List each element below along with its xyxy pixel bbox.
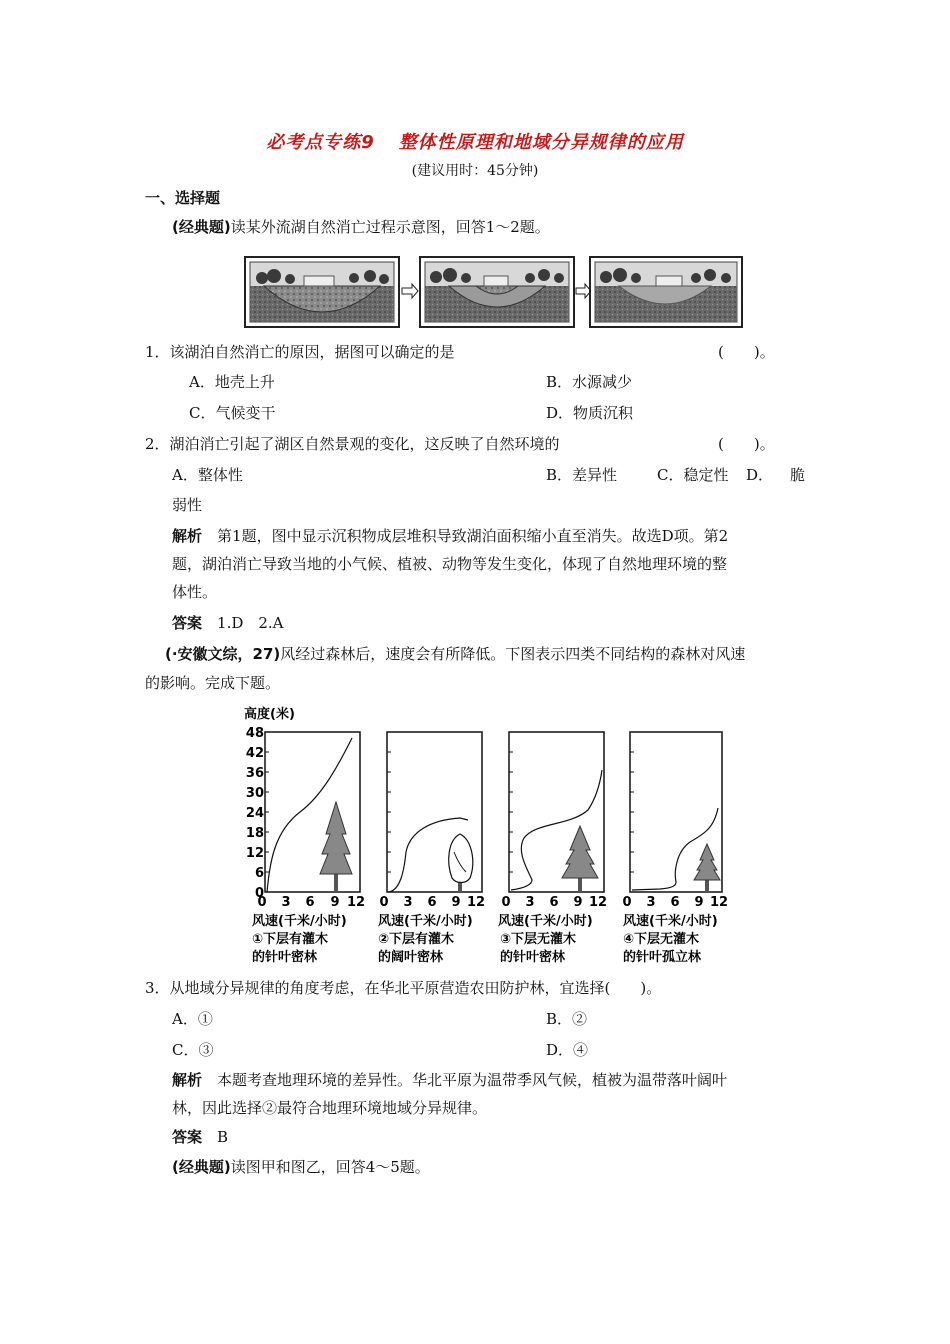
analysis-3-line1 — [172, 1069, 727, 1091]
y-tick: 30 — [245, 786, 264, 801]
q3-stem: 3．从地域分异规律的角度考虑，在华北平原营造农田防护林，宜选择( )。 — [145, 979, 662, 997]
x-tick: 6 — [670, 895, 680, 910]
answer-1-text: 1.D 2.A — [217, 614, 284, 632]
section-heading: 一、选择题 — [145, 189, 221, 207]
intro-2-line2: 的影响。完成下题。 — [145, 674, 281, 692]
arrow-1 — [402, 284, 418, 298]
panel-2 — [378, 732, 485, 965]
x-tick: 6 — [427, 895, 437, 910]
q3-option-a: A．① — [172, 1010, 213, 1028]
lake-stage-2 — [420, 257, 574, 327]
y-tick: 24 — [245, 806, 264, 821]
panel-1-caption-2: 的针叶密林 — [252, 950, 318, 965]
intro-1-text: 读某外流湖自然消亡过程示意图，回答1～2题。 — [230, 218, 550, 236]
x-axis-label: 风速(千米/小时) — [623, 914, 718, 929]
x-tick: 0 — [622, 895, 632, 910]
y-tick: 0 — [254, 886, 264, 901]
answer-1 — [172, 612, 284, 634]
panel-1 — [252, 732, 365, 965]
intro-3-text: 读图甲和图乙，回答4～5题。 — [230, 1158, 430, 1176]
title-part2: 整体性原理和地域分异规律的应用 — [398, 132, 684, 153]
intro-2-source: (·安徽文综，27) — [165, 645, 281, 663]
analysis-1-line3: 体性。 — [172, 583, 218, 601]
x-tick: 3 — [403, 895, 413, 910]
analysis-1-text1: 第1题，图中显示沉积物成层堆积导致湖泊面积缩小直至消失。故选D项。第2 — [217, 527, 729, 545]
intro-3-source: (经典题) — [172, 1158, 231, 1176]
panel-4 — [622, 732, 728, 965]
q1-stem: 1．该湖泊自然消亡的原因，据图可以确定的是 — [145, 343, 455, 361]
intro-1-source: (经典题) — [172, 218, 231, 236]
analysis-1-label: 解析 — [172, 527, 203, 545]
intro-1 — [172, 216, 550, 238]
x-tick: 12 — [709, 895, 729, 910]
q2-stem: 2．湖泊消亡引起了湖区自然景观的变化，这反映了自然环境的 — [145, 435, 560, 453]
analysis-3-label: 解析 — [172, 1071, 203, 1089]
q1-option-b: B．水源减少 — [546, 373, 633, 391]
x-tick: 0 — [257, 895, 267, 910]
q3-option-c: C．③ — [172, 1041, 214, 1059]
x-tick: 3 — [646, 895, 656, 910]
analysis-1-line2: 题，湖泊消亡导致当地的小气候、植被、动物等发生变化，体现了自然地理环境的整 — [172, 555, 728, 573]
q2-option-d: D． — [746, 466, 774, 484]
lake-stage-1 — [245, 257, 399, 327]
x-tick: 3 — [525, 895, 535, 910]
q2-option-b: B．差异性 — [546, 466, 618, 484]
panel-3-caption-1: ③下层无灌木 — [500, 932, 577, 947]
x-tick: 12 — [588, 895, 608, 910]
title-part1: 必考点专练9 — [266, 132, 375, 153]
q1-option-c: C．气候变干 — [189, 404, 276, 422]
q2-option-d-wrap: 弱性 — [172, 496, 203, 514]
analysis-1-line1 — [172, 525, 728, 547]
panel-1-caption-1: ①下层有灌木 — [252, 932, 329, 947]
y-tick: 48 — [245, 726, 264, 741]
y-tick: 42 — [245, 746, 264, 761]
x-tick: 9 — [330, 895, 340, 910]
panel-3-caption-2: 的针叶密林 — [500, 950, 566, 965]
y-axis-title: 高度(米) — [244, 707, 295, 722]
x-tick: 6 — [305, 895, 315, 910]
q2-option-d-start: 脆 — [790, 466, 806, 484]
y-tick: 12 — [245, 846, 264, 861]
x-tick: 0 — [379, 895, 389, 910]
y-tick: 36 — [245, 766, 264, 781]
x-tick: 0 — [501, 895, 511, 910]
answer-3-label: 答案 — [172, 1128, 203, 1146]
x-tick: 9 — [451, 895, 461, 910]
page-title — [0, 128, 950, 154]
q3-option-b: B．② — [546, 1010, 588, 1028]
analysis-3-line2: 林，因此选择②最符合地理环境地域分异规律。 — [172, 1099, 488, 1117]
q1-option-a: A．地壳上升 — [189, 373, 275, 391]
x-axis-label: 风速(千米/小时) — [378, 914, 473, 929]
x-tick: 12 — [346, 895, 366, 910]
y-tick: 6 — [254, 866, 264, 881]
x-tick: 9 — [573, 895, 583, 910]
x-tick: 6 — [549, 895, 559, 910]
panel-2-caption-2: 的阔叶密林 — [378, 950, 444, 965]
lake-extinction-figure — [244, 256, 744, 328]
answer-3 — [172, 1126, 228, 1148]
intro-3 — [172, 1156, 430, 1178]
panel-4-caption-2: 的针叶孤立林 — [623, 950, 702, 965]
x-tick: 3 — [281, 895, 291, 910]
arrow-2 — [576, 284, 591, 298]
answer-1-label: 答案 — [172, 614, 203, 632]
q1-option-d: D．物质沉积 — [546, 404, 634, 422]
q2-option-c: C．稳定性 — [657, 466, 729, 484]
intro-2-text: 风经过森林后，速度会有所降低。下图表示四类不同结构的森林对风速 — [280, 645, 746, 663]
panel-2-caption-1: ②下层有灌木 — [378, 932, 455, 947]
lake-stage-3 — [590, 257, 742, 327]
q2-option-a: A．整体性 — [172, 466, 243, 484]
forest-wind-figure — [240, 702, 760, 972]
panel-3 — [498, 732, 607, 965]
time-hint: (建议用时：45分钟) — [411, 163, 539, 179]
analysis-3-text1: 本题考查地理环境的差异性。华北平原为温带季风气候，植被为温带落叶阔叶 — [217, 1071, 728, 1089]
x-axis-label: 风速(千米/小时) — [498, 914, 593, 929]
x-tick: 12 — [466, 895, 486, 910]
answer-3-text: B — [217, 1128, 229, 1146]
y-tick: 18 — [245, 826, 264, 841]
x-tick: 9 — [694, 895, 704, 910]
panel-4-caption-1: ④下层无灌木 — [623, 932, 700, 947]
x-axis-label: 风速(千米/小时) — [252, 914, 347, 929]
q1-bracket: ( )。 — [718, 343, 775, 361]
q3-option-d: D．④ — [546, 1041, 589, 1059]
q2-bracket: ( )。 — [718, 435, 775, 453]
intro-2-line1 — [165, 643, 745, 665]
